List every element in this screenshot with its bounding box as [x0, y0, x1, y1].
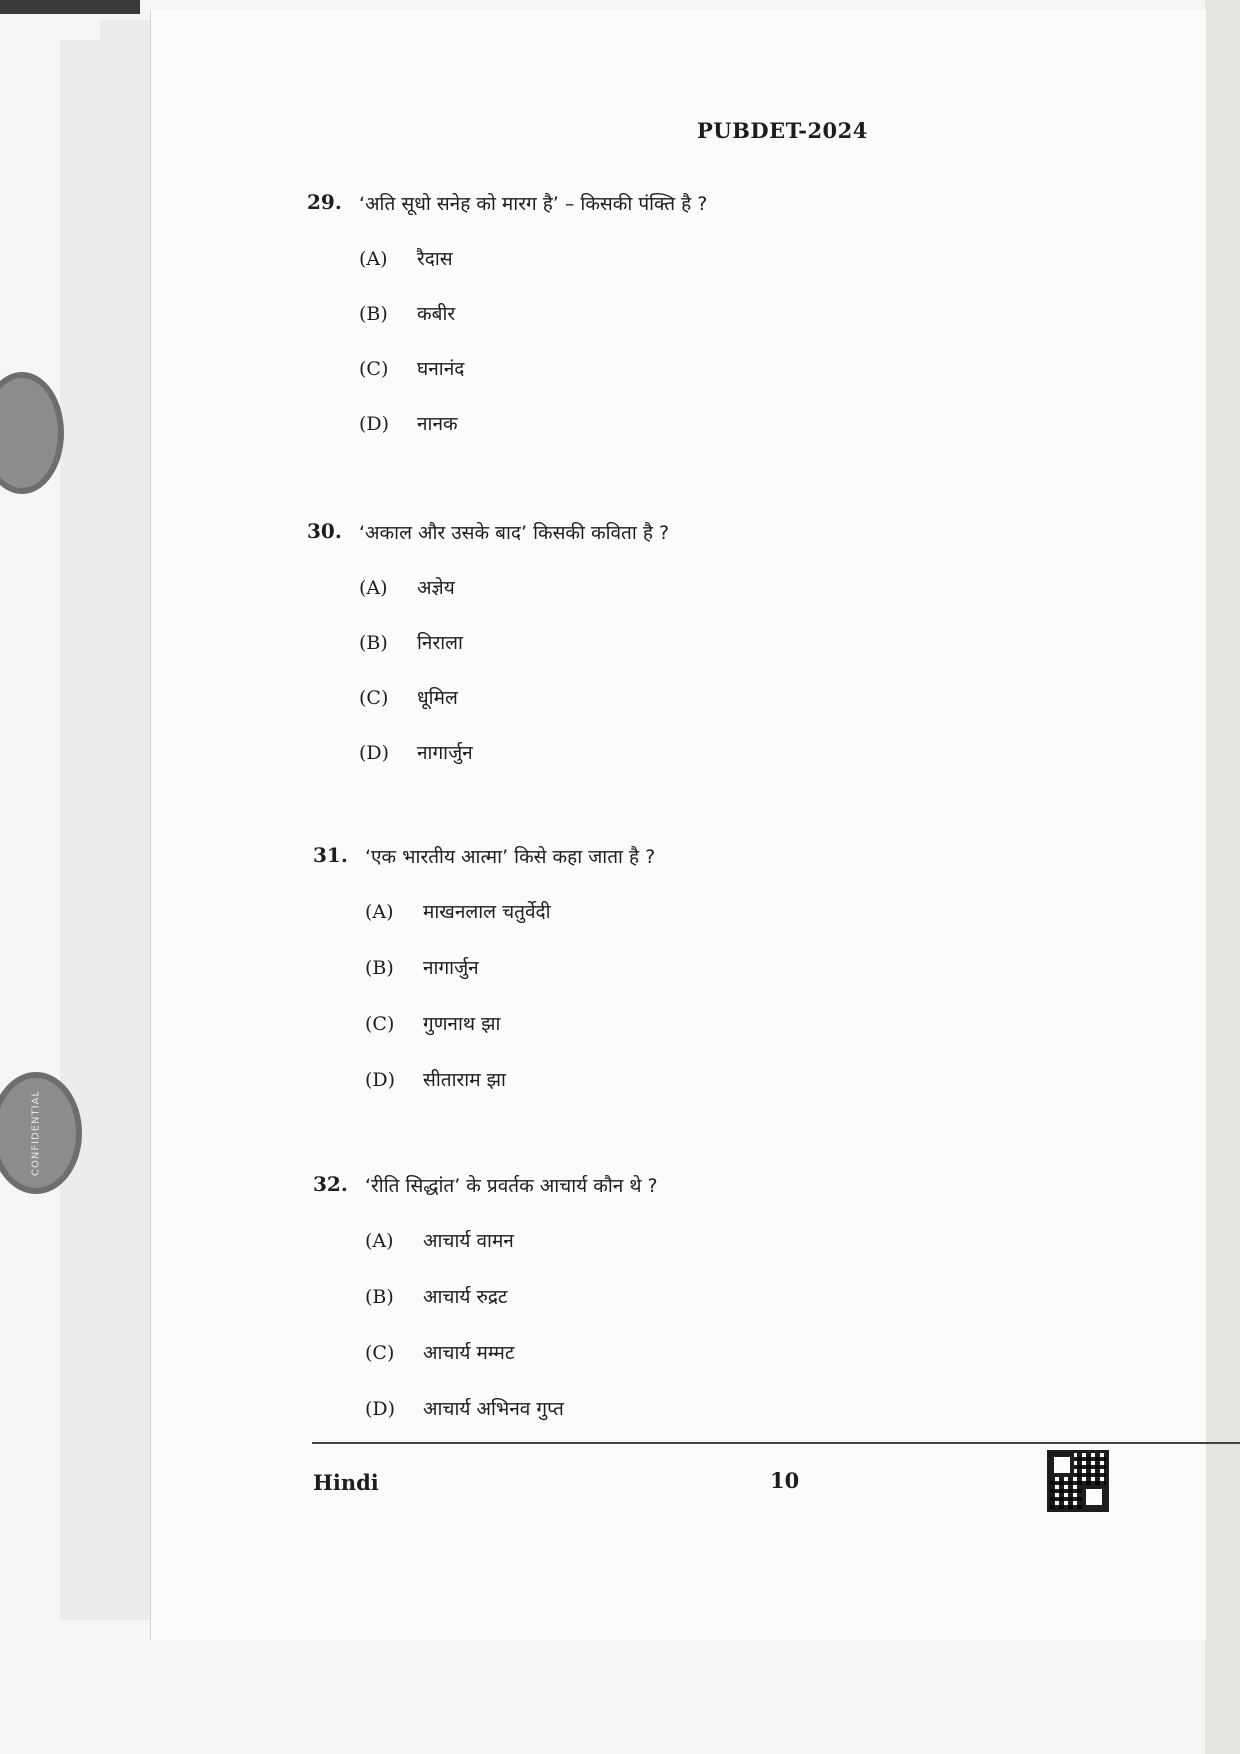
question-text: ‘एक भारतीय आत्मा’ किसे कहा जाता है ? [365, 846, 656, 868]
question-number: 30. [307, 519, 342, 543]
option-b [365, 954, 479, 980]
option-text: अज्ञेय [417, 577, 455, 599]
option-c [359, 684, 458, 710]
option-c [365, 1339, 514, 1365]
option-text: नागार्जुन [423, 957, 479, 979]
exam-page [150, 10, 1206, 1640]
option-b [359, 629, 463, 655]
option-letter: (B) [359, 303, 388, 325]
footer-subject: Hindi [313, 1470, 379, 1495]
option-letter: (C) [365, 1342, 395, 1364]
question-text: ‘अति सूधो सनेह को मारग है’ – किसकी पंक्ति है ? [359, 193, 708, 215]
question-text: ‘रीति सिद्धांत’ के प्रवर्तक आचार्य कौन थे ? [365, 1175, 658, 1197]
option-text: सीताराम झा [423, 1069, 506, 1091]
option-text: धूमिल [417, 687, 458, 709]
option-b [365, 1283, 508, 1309]
option-letter: (B) [359, 632, 388, 654]
option-d [365, 1395, 564, 1421]
option-letter: (A) [359, 577, 388, 599]
option-text: गुणनाथ झा [423, 1013, 501, 1035]
option-c [365, 1010, 500, 1036]
option-letter: (B) [365, 1286, 394, 1308]
option-letter: (D) [359, 742, 390, 764]
scanner-edge [0, 0, 140, 14]
option-text: रैदास [417, 248, 453, 270]
option-a [359, 574, 455, 600]
option-letter: (A) [365, 901, 394, 923]
option-letter: (C) [359, 687, 389, 709]
stacked-page-edge [60, 40, 101, 1620]
question-number: 32. [313, 1172, 348, 1196]
option-b [359, 300, 455, 326]
option-d [365, 1066, 506, 1092]
option-letter: (C) [365, 1013, 395, 1035]
option-a [365, 1227, 514, 1253]
option-letter: (D) [365, 1398, 396, 1420]
option-d [359, 410, 458, 436]
option-d [359, 739, 473, 765]
option-text: निराला [417, 632, 463, 654]
option-text: आचार्य मम्मट [423, 1342, 515, 1364]
option-letter: (B) [365, 957, 394, 979]
footer-rule [312, 1442, 1240, 1444]
option-text: नागार्जुन [417, 742, 473, 764]
page-number: 10 [770, 1468, 800, 1493]
option-letter: (D) [365, 1069, 396, 1091]
seal-text: CONFIDENTIAL [30, 1089, 42, 1177]
stacked-page-edge [100, 20, 151, 1620]
exam-code: PUBDET-2024 [697, 118, 868, 143]
option-text: आचार्य अभिनव गुप्त [423, 1398, 564, 1420]
qr-code [1047, 1450, 1109, 1512]
question-number: 29. [307, 190, 342, 214]
option-text: नानक [417, 413, 458, 435]
option-letter: (A) [359, 248, 388, 270]
option-text: कबीर [417, 303, 456, 325]
next-page-edge [1205, 0, 1240, 1754]
option-letter: (C) [359, 358, 389, 380]
confidential-seal [0, 372, 64, 494]
option-a [365, 898, 551, 924]
question-text: ‘अकाल और उसके बाद’ किसकी कविता है ? [359, 522, 670, 544]
option-text: आचार्य रुद्रट [423, 1286, 508, 1308]
question-number: 31. [313, 843, 348, 867]
option-text: घनानंद [417, 358, 465, 380]
option-a [359, 245, 453, 271]
option-c [359, 355, 464, 381]
option-letter: (D) [359, 413, 390, 435]
option-text: आचार्य वामन [423, 1230, 514, 1252]
option-letter: (A) [365, 1230, 394, 1252]
option-text: माखनलाल चतुर्वेदी [423, 901, 551, 923]
